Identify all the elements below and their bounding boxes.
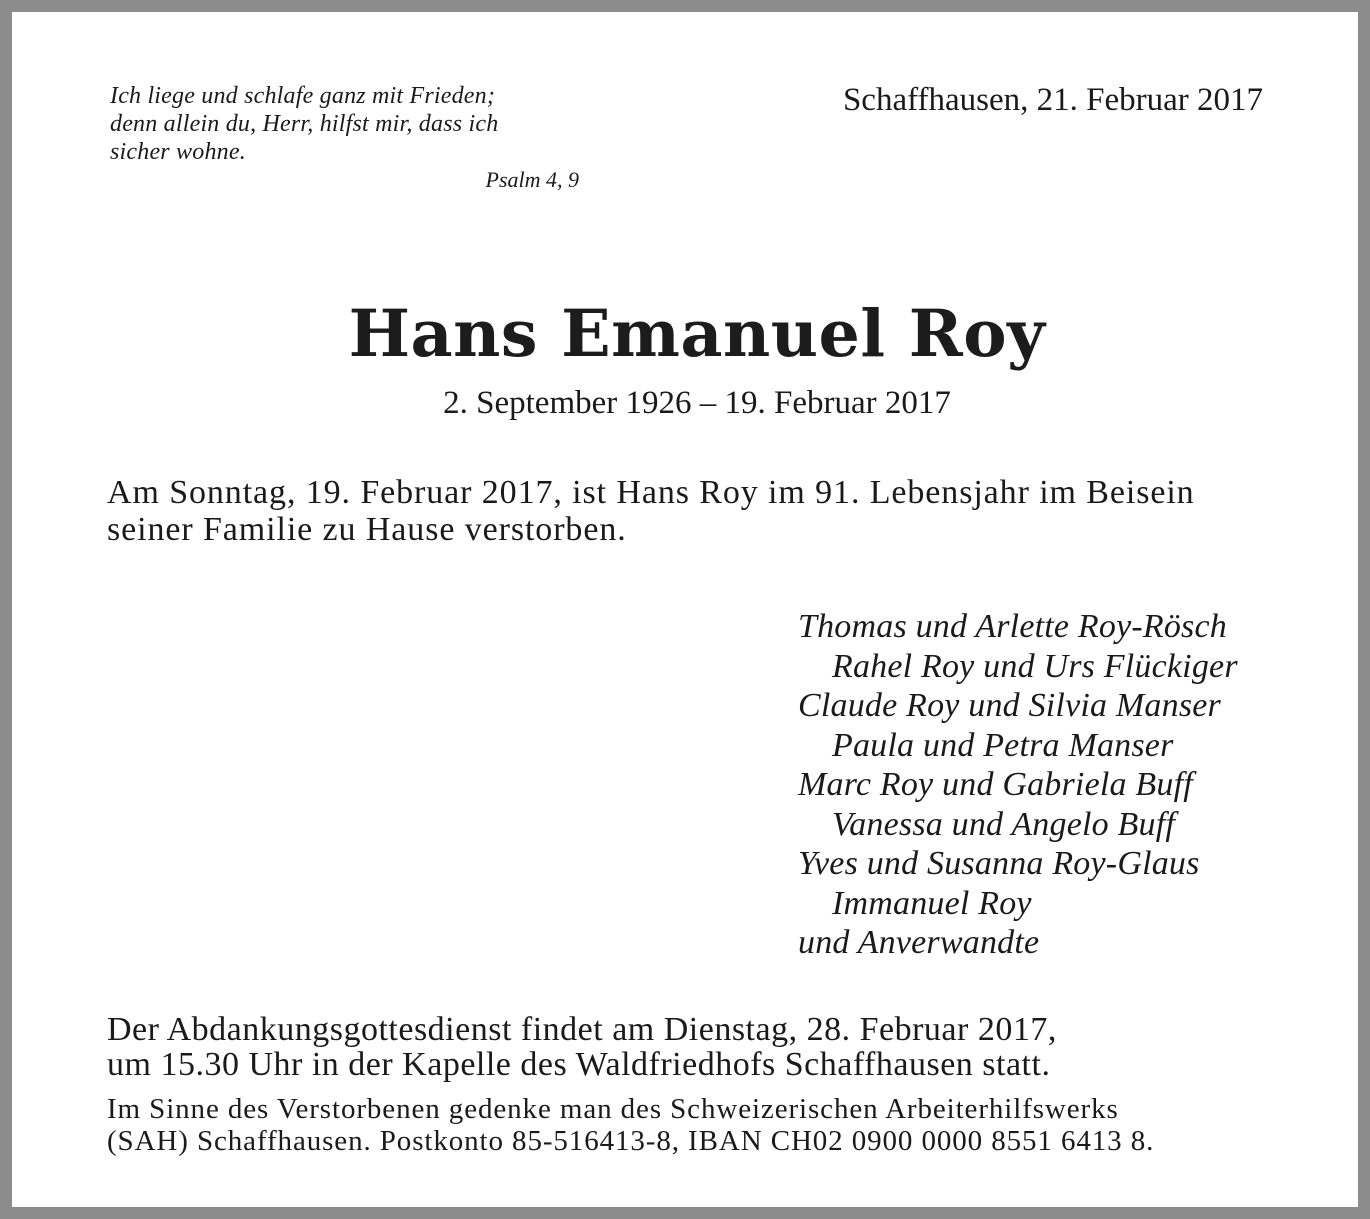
bible-verse-line: Ich liege und schlafe ganz mit Frieden; — [110, 83, 496, 109]
mourner-entry: Claude Roy und Silvia Manser — [798, 687, 1221, 724]
mourner-entry: Marc Roy und Gabriela Buff — [798, 766, 1193, 803]
donation-line: Im Sinne des Verstorbenen gedenke man des Schweizerischen Arbeiterhilfswerks — [107, 1093, 1119, 1125]
mourner-entry: Vanessa und Angelo Buff — [832, 805, 1176, 843]
place-and-date: Schaffhausen, 21. Februar 2017 — [842, 82, 1263, 118]
mourners-list — [798, 607, 1238, 963]
life-dates: 2. September 1926 – 19. Februar 2017 — [443, 385, 951, 421]
bible-verse-reference: Psalm 4, 9 — [485, 167, 579, 192]
announcement-line: seiner Familie zu Hause verstorben. — [107, 511, 627, 548]
mourner-entry: Yves und Susanna Roy-Glaus — [798, 845, 1200, 882]
mourner-entry: Immanuel Roy — [832, 884, 1032, 922]
death-announcement — [107, 474, 1287, 548]
mourner-entry: und Anverwandte — [798, 924, 1040, 961]
mourner-entry: Thomas und Arlette Roy-Rösch — [798, 608, 1227, 645]
announcement-line: Am Sonntag, 19. Februar 2017, ist Hans Roy im 91. Lebensjahr im Beisein — [107, 474, 1195, 511]
bible-verse — [110, 82, 590, 166]
donation-line: (SAH) Schaffhausen. Postkonto 85-516413-8, IBAN CH02 0900 0000 8551 6413 8. — [107, 1125, 1155, 1157]
bible-verse-line: sicher wohne. — [110, 139, 246, 165]
mourner-entry: Rahel Roy und Urs Flückiger — [832, 647, 1238, 685]
funeral-service-info — [107, 1012, 1287, 1082]
donation-note — [107, 1093, 1287, 1157]
service-line: Der Abdankungsgottesdienst findet am Dienstag, 28. Februar 2017, — [107, 1011, 1057, 1048]
service-line: um 15.30 Uhr in der Kapelle des Waldfriedhofs Schaffhausen statt. — [107, 1046, 1051, 1083]
mourner-entry: Paula und Petra Manser — [832, 726, 1174, 764]
bible-verse-line: denn allein du, Herr, hilfst mir, dass ich — [110, 111, 499, 137]
deceased-name: Hans Emanuel Roy — [348, 296, 1046, 372]
